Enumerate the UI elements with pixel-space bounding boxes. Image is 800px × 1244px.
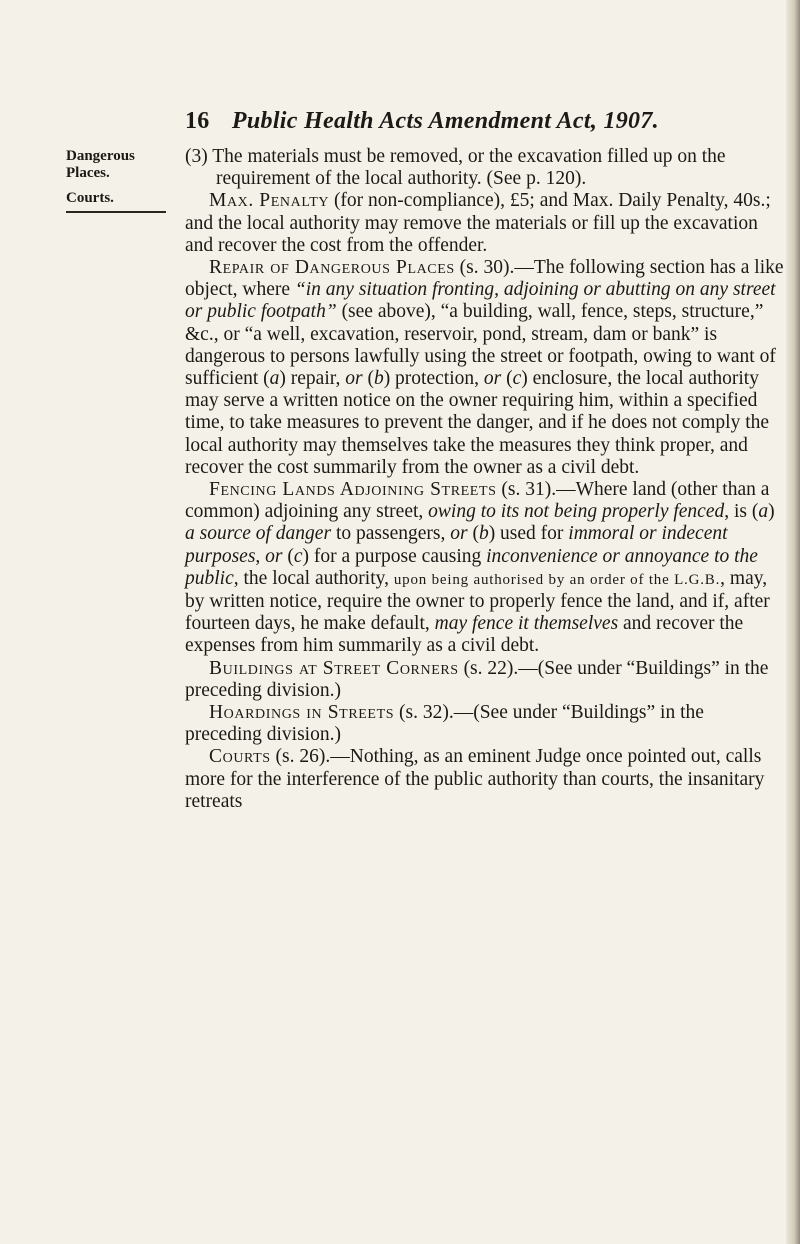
paragraph-text: (3) The materials must be removed, or the excavation filled up on the requirement of the local authority. (See p. 120).: [185, 146, 726, 190]
paragraph-text: (for non-compliance), £5; and Max. Daily Penalty, 40s.; and the local authority may remove the materials or fill up the excavation and recover the cost from the offender.: [185, 190, 771, 256]
text-run: ): [768, 501, 775, 523]
paragraph-text: (s. 22).—(See under “Buildings” in the preceding division.): [185, 657, 769, 701]
text-run: (see above), “a building, wall, fence, steps, structure,” &c., or “a well, excavation, reservoir, pond, stream, dam or bank” is dangerous to persons lawfully using the street or footpath, owing to want of sufficient (: [185, 301, 776, 390]
italic-run: c: [512, 368, 522, 390]
italic-run: or: [483, 368, 502, 390]
section-heading: Repair of Dangerous Places: [209, 257, 455, 279]
text-run: ,: [255, 545, 266, 567]
text-run: (: [362, 368, 374, 390]
text-run: ) protection,: [383, 368, 484, 390]
italic-run: or: [345, 368, 363, 390]
margin-rule: [66, 211, 166, 213]
paragraph-courts: [185, 746, 785, 813]
section-heading: Max. Penalty: [209, 190, 330, 212]
text-run: , the local authority,: [233, 567, 394, 589]
margin-note-dangerous-places: Dangerous Places.: [66, 148, 135, 181]
section-heading: Hoardings in Streets: [209, 702, 395, 724]
paragraph-hoardings: [185, 702, 785, 746]
paragraph-fencing-lands: [185, 479, 785, 658]
text-run: (: [467, 523, 479, 545]
italic-run: immoral or indecent purposes: [185, 523, 728, 567]
italic-run: may fence it themselves: [434, 613, 619, 635]
paragraph-text: (s. 26).—Nothing, as an eminent Judge once pointed out, calls more for the interference of the public authority than courts, the insanitary retreats: [185, 746, 765, 812]
text-run: , is (: [724, 501, 759, 523]
italic-run: c: [293, 545, 303, 567]
paragraph-text: (s. 32).—(See under “Buildings” in the preceding division.): [185, 702, 704, 746]
paragraph-repair-dangerous-places: [185, 257, 785, 479]
text-run: (s. 31).—Where land (other than a common) adjoining any street,: [185, 479, 770, 523]
italic-run: b: [373, 368, 384, 390]
paragraph-max-penalty: [185, 190, 785, 257]
text-run: ) repair,: [279, 368, 346, 390]
page-number: 16: [185, 108, 210, 134]
section-heading: Courts: [209, 746, 271, 768]
text-run: ) for a purpose causing: [302, 545, 487, 567]
italic-run: inconvenience or annoyance to the public: [185, 545, 758, 589]
page-body: [185, 146, 785, 813]
paragraph-buildings-street-corners: [185, 658, 785, 702]
paragraph-materials-removal: [185, 146, 785, 190]
text-run: to passengers,: [331, 523, 451, 545]
page-edge-shadow: [786, 0, 800, 1244]
italic-run: owing to its not being properly fenced: [428, 501, 725, 523]
italic-run: or: [265, 545, 283, 567]
italic-run: “in any situation fronting, adjoining or abutting on any street or public footpath”: [185, 279, 776, 323]
text-run: ) enclosure, the local authority may serve a written notice on the owner requiring him, within a specified time, to take measures to prevent the danger, and if he does not comply the local authority may themselves take the measures they think proper, and recover the cost summarily from the owner as a civil debt.: [185, 368, 770, 478]
running-title: Public Health Acts Amendment Act, 1907.: [231, 108, 659, 134]
text-run: (: [282, 545, 294, 567]
italic-run: a: [758, 501, 769, 523]
text-run: ) used for: [488, 523, 569, 545]
section-heading: Fencing Lands Adjoining Streets: [209, 479, 497, 501]
italic-run: or: [450, 523, 468, 545]
small-caps-run: upon being authorised by an order of the L.G.B.: [393, 571, 721, 588]
text-run: (: [501, 368, 513, 390]
margin-note-courts: Courts.: [66, 190, 114, 206]
text-run: and recover the expenses from him summarily as a civil debt.: [185, 613, 744, 657]
text-run: (s. 30).—The following section has a like object, where: [185, 257, 784, 301]
italic-run: a: [269, 368, 280, 390]
section-heading: Buildings at Street Corners: [209, 657, 459, 679]
text-run: , may, by written notice, require the owner to properly fence the land, and if, after fourteen days, he make default,: [185, 567, 770, 635]
italic-run: b: [478, 523, 489, 545]
running-header: [185, 108, 659, 135]
italic-run: a source of danger: [185, 523, 332, 545]
